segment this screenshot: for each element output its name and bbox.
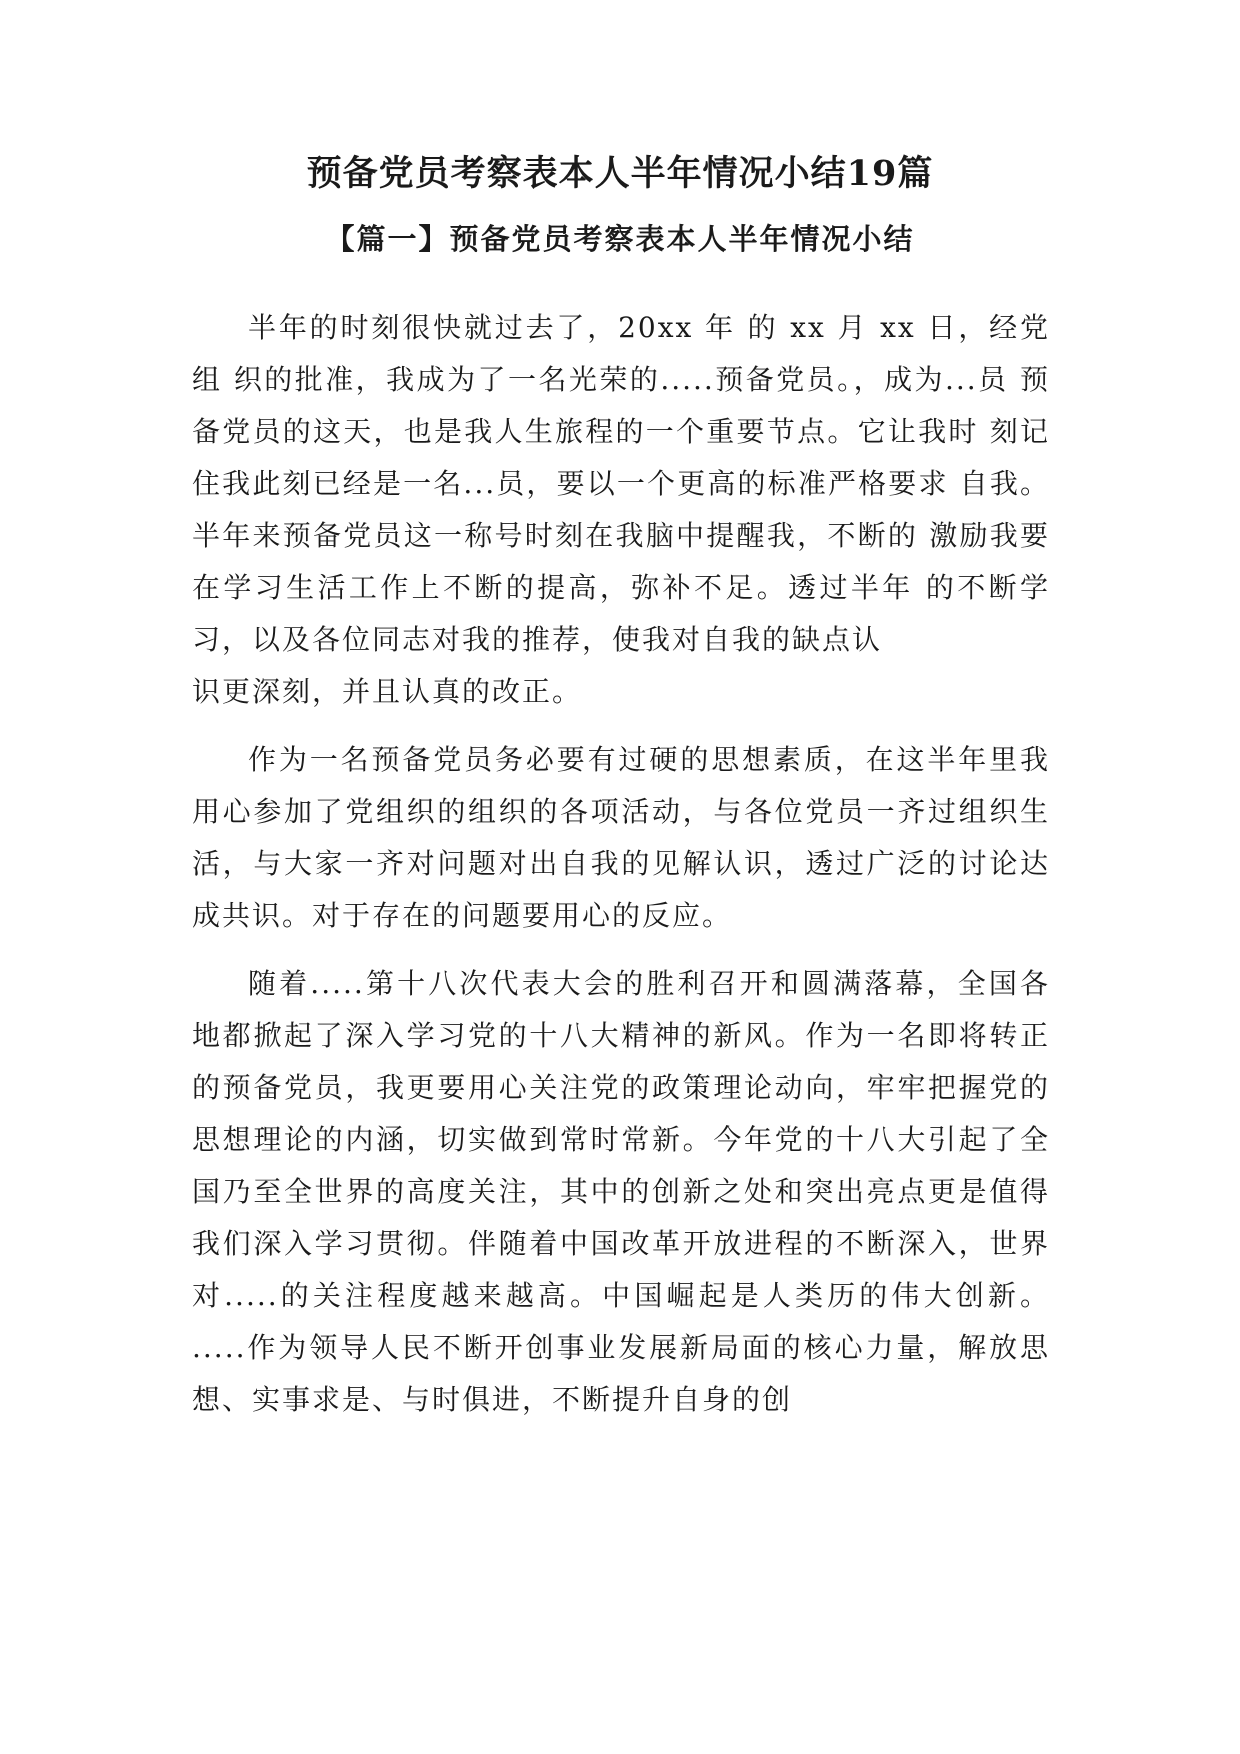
- document-body: [192, 302, 1050, 1442]
- paragraph-3: 随着.....第十八次代表大会的胜利召开和圆满落幕，全国各地都掀起了深入学习党的十八大精神的新风。作为一名即将转正的预备党员，我更要用心关注党的政策理论动向，牢牢把握党的思想理论的内涵，切实做到常时常新。今年党的十八大引起了全国乃至全世界的高度关注，其中的创新之处和突出亮点更是值得我们深入学习贯彻。伴随着中国改革开放进程的不断深入，世界对.....的关注程度越来越高。中国崛起是人类历的伟大创新。 .....作为领导人民不断开创事业发展新局面的核心力量，解放思想、实事求是、与时俱进，不断提升自身的创: [192, 967, 1050, 1416]
- section-heading: 【篇一】预备党员考察表本人半年情况小结: [325, 222, 915, 256]
- paragraph-1: 半年的时刻很快就过去了，20xx 年 的 xx 月 xx 日，经党组 织的批准，我成为了一名光荣的.....预备党员。，成为...员 预备党员的这天，也是我人生旅程的一个重要节点。它让我时 刻记住我此刻已经是一名...员，要以一个更高的标准严格要求 自我。半年来预备党员这一称号时刻在我脑中提醒我，不断的 激励我要在学习生活工作上不断的提高，弥补不足。透过半年 的不断学习，以及各位同志对我的推荐，使我对自我的缺点认: [192, 311, 1050, 656]
- paragraph-1-continuation: 识更深刻，并且认真的改正。: [192, 675, 583, 708]
- paragraph-2: 作为一名预备党员务必要有过硬的思想素质，在这半年里我用心参加了党组织的组织的各项活动，与各位党员一齐过组织生活，与大家一齐对问题对出自我的见解认识，透过广泛的讨论达成共识。对于存在的问题要用心的反应。: [192, 743, 1050, 932]
- document-title: 预备党员考察表本人半年情况小结19篇: [306, 153, 934, 194]
